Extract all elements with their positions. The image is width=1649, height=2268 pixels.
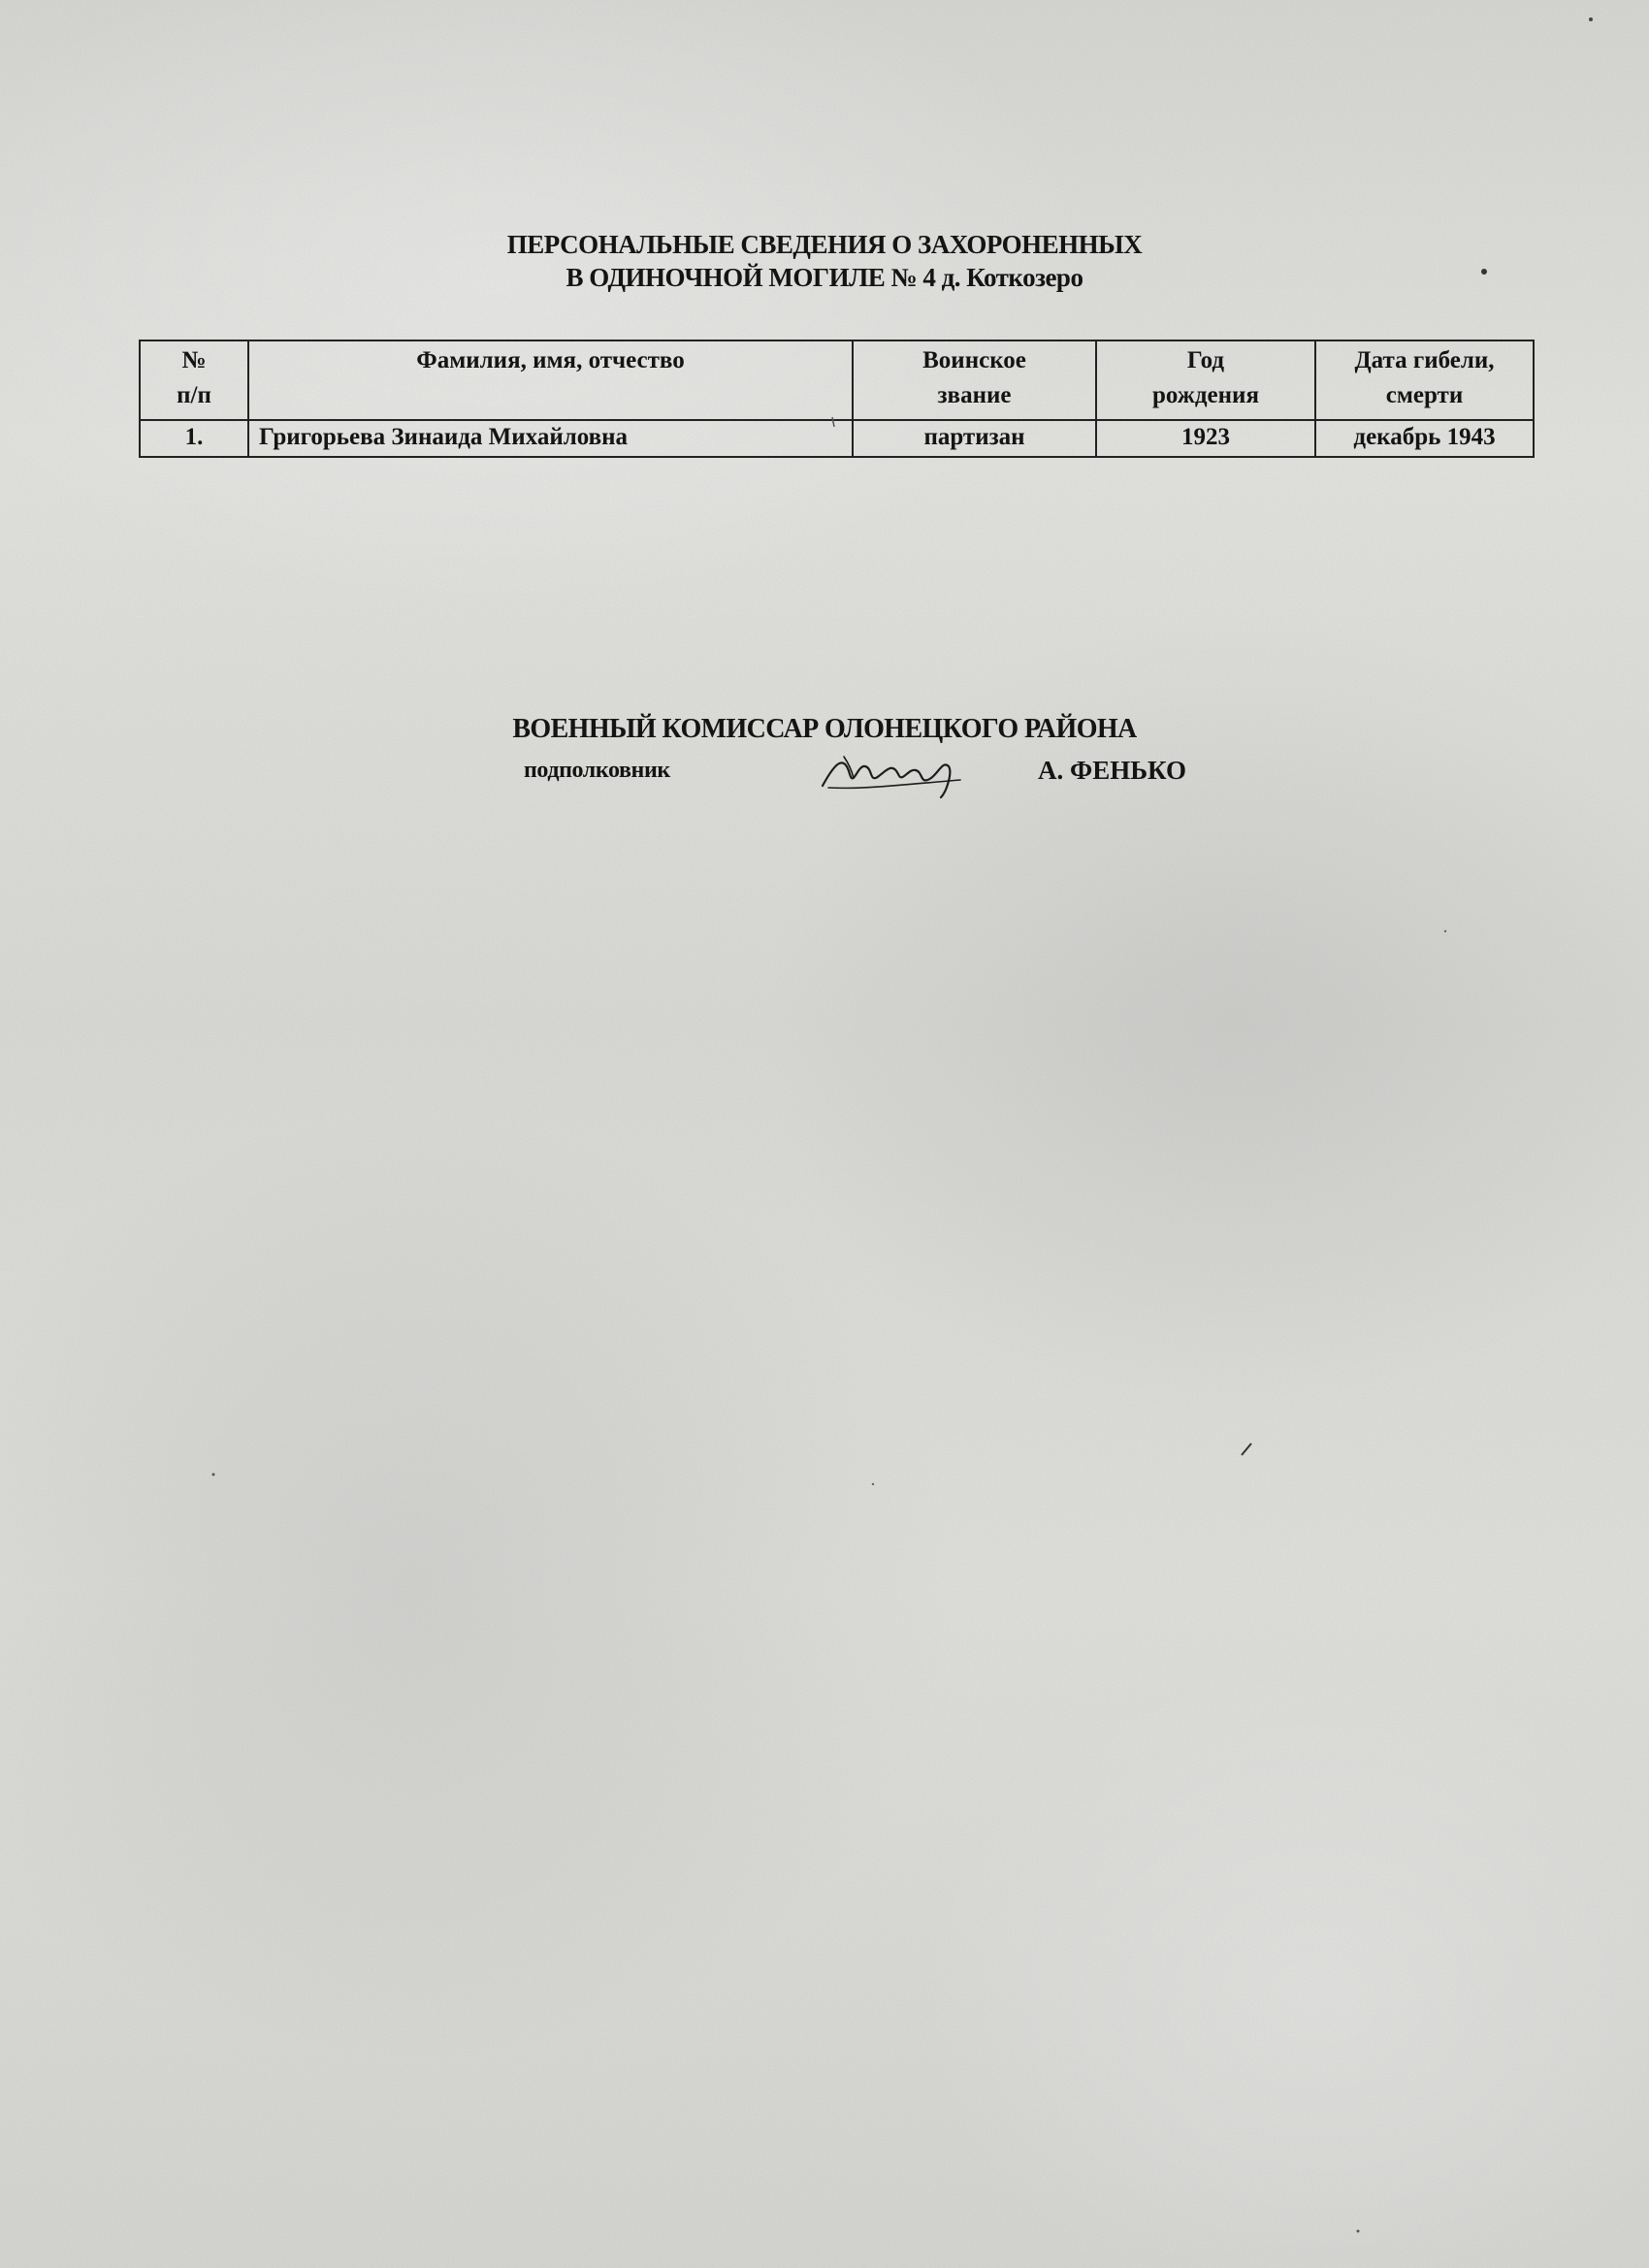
cell-number: 1.: [140, 420, 248, 457]
column-header-name-label: Фамилия, имя, отчество: [416, 347, 685, 373]
cell-death-date: декабрь 1943: [1315, 420, 1534, 457]
document-title-line-1: ПЕРСОНАЛЬНЫЕ СВЕДЕНИЯ О ЗАХОРОНЕННЫХ: [506, 230, 1143, 259]
signatory-title: ВОЕННЫЙ КОМИССАР ОЛОНЕЦКОГО РАЙОНА: [512, 714, 1137, 744]
column-header-number-line-2: п/п: [177, 382, 211, 408]
column-header-rank-line-2: звание: [937, 382, 1012, 408]
column-header-rank-line-1: Воинское: [922, 347, 1026, 373]
cell-name: Григорьева Зинаида Михайловна: [248, 420, 853, 457]
cell-birth-year: 1923: [1096, 420, 1315, 457]
column-header-birth-year-line-1: Год: [1186, 347, 1225, 373]
signatory-rank: подполковник: [524, 758, 670, 783]
column-header-number-line-1: №: [181, 347, 207, 373]
column-header-birth-year-line-2: рождения: [1152, 382, 1259, 408]
document-title-line-2: В ОДИНОЧНОЙ МОГИЛЕ № 4 д. Коткозеро: [566, 263, 1083, 292]
signatory-name: А. ФЕНЬКО: [1038, 756, 1186, 785]
cell-rank: партизан: [853, 420, 1096, 457]
column-header-death-date-line-1: Дата гибели,: [1354, 347, 1495, 373]
column-header-death-date-line-2: смерти: [1385, 382, 1464, 408]
